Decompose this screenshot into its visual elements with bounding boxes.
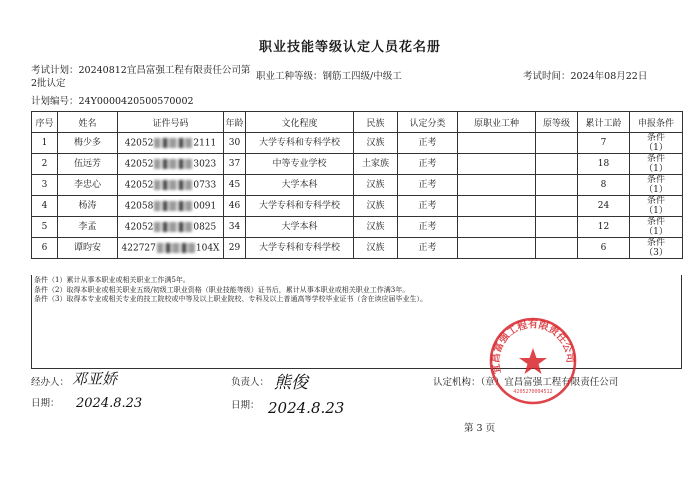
seal-code: 4205270004512 bbox=[513, 389, 553, 395]
cell-years: 18 bbox=[578, 154, 630, 175]
cell-orig-trade bbox=[458, 238, 536, 259]
cell-name: 杨涛 bbox=[58, 196, 118, 217]
conditions-notes bbox=[31, 275, 682, 369]
cell-category: 正考 bbox=[398, 154, 458, 175]
table-header-row bbox=[32, 112, 683, 133]
cell-age: 30 bbox=[224, 133, 246, 154]
id-suffix: 0733 bbox=[193, 180, 217, 191]
cell-condition bbox=[630, 217, 683, 238]
exam-plan-line2: 2批认定 bbox=[31, 78, 66, 89]
handler-label: 经办人： bbox=[31, 377, 70, 388]
redaction-blur bbox=[157, 243, 195, 253]
condition-number: （1） bbox=[644, 206, 668, 216]
cell-id bbox=[118, 154, 224, 175]
cell-years: 8 bbox=[578, 175, 630, 196]
cell-id bbox=[118, 175, 224, 196]
id-suffix: 3023 bbox=[193, 159, 217, 170]
redaction-blur bbox=[154, 138, 192, 148]
header-category: 认定分类 bbox=[398, 112, 458, 133]
table-row bbox=[32, 217, 683, 238]
cell-category: 正考 bbox=[398, 238, 458, 259]
document-title: 职业技能等级认定人员花名册 bbox=[258, 40, 441, 55]
cell-name: 李孟 bbox=[58, 217, 118, 238]
cell-category: 正考 bbox=[398, 196, 458, 217]
seal-company-path: 宜昌富强工程有限责任公司 bbox=[490, 319, 576, 375]
cell-orig-level bbox=[536, 175, 578, 196]
note-condition-3: 条件（3）取得本专业或相关专业的技工院校或中等及以上职业院校、专科及以上普通高等学校毕业证书（含在读应届毕业生）。 bbox=[34, 295, 427, 303]
cell-condition bbox=[630, 175, 683, 196]
condition-number: （1） bbox=[644, 185, 668, 195]
id-prefix: 42052 bbox=[124, 138, 154, 149]
cell-condition bbox=[630, 133, 683, 154]
exam-time: 考试时间：2024年08月22日 bbox=[523, 71, 648, 82]
id-prefix: 42052 bbox=[124, 159, 154, 170]
header-condition: 申报条件 bbox=[630, 112, 683, 133]
table-row bbox=[32, 133, 683, 154]
cell-orig-trade bbox=[458, 217, 536, 238]
cell-orig-level bbox=[536, 154, 578, 175]
note-condition-2: 条件（2）取得本职业或相关职业五级/初级工职业资格（职业技能等级）证书后，累计从事本职业或相关职业工作满3年。 bbox=[34, 285, 410, 294]
cell-years: 6 bbox=[578, 238, 630, 259]
redaction-blur bbox=[154, 180, 192, 190]
cell-years: 24 bbox=[578, 196, 630, 217]
cell-name: 梅少多 bbox=[58, 133, 118, 154]
cell-education: 大学本科 bbox=[246, 217, 354, 238]
cell-name: 伍远芳 bbox=[58, 154, 118, 175]
header-id: 证件号码 bbox=[118, 112, 224, 133]
id-prefix: 42052 bbox=[124, 222, 154, 233]
header-education: 文化程度 bbox=[246, 112, 354, 133]
table-row bbox=[32, 154, 683, 175]
cell-education: 中等专业学校 bbox=[246, 154, 354, 175]
cell-name: 谭昀安 bbox=[58, 238, 118, 259]
cell-id bbox=[118, 133, 224, 154]
date-label-left: 日期： bbox=[31, 398, 60, 409]
condition-number: （1） bbox=[644, 227, 668, 237]
cell-orig-level bbox=[536, 133, 578, 154]
date-label-mid: 日期： bbox=[231, 400, 260, 411]
cell-orig-level bbox=[536, 238, 578, 259]
cell-orig-trade bbox=[458, 196, 536, 217]
cell-ethnicity: 汉族 bbox=[354, 238, 398, 259]
condition-number: （1） bbox=[644, 164, 668, 174]
table-row bbox=[32, 196, 683, 217]
condition-label: 条件 bbox=[646, 196, 665, 206]
header-orig-level: 原等级 bbox=[536, 112, 578, 133]
date-mid: 2024.8.23 bbox=[268, 399, 345, 417]
cell-condition bbox=[630, 196, 683, 217]
cell-orig-trade bbox=[458, 175, 536, 196]
responsible-label: 负责人： bbox=[231, 377, 270, 388]
exam-plan-line1: 考试计划：20240812宜昌富强工程有限责任公司第 bbox=[31, 65, 251, 76]
cell-ethnicity: 汉族 bbox=[354, 133, 398, 154]
cell-category: 正考 bbox=[398, 175, 458, 196]
cell-education: 大学本科 bbox=[246, 175, 354, 196]
cell-no: 6 bbox=[32, 238, 58, 259]
id-suffix: 0825 bbox=[193, 222, 217, 233]
cell-ethnicity: 汉族 bbox=[354, 175, 398, 196]
note-condition-1: 条件（1）累计从事本职业或相关职业工作满5年。 bbox=[34, 276, 190, 284]
id-suffix: 104X bbox=[195, 243, 220, 254]
redaction-blur bbox=[154, 222, 192, 232]
cell-orig-trade bbox=[458, 154, 536, 175]
condition-label: 条件 bbox=[646, 133, 665, 143]
company-seal-stamp bbox=[487, 315, 579, 407]
id-prefix: 42052 bbox=[124, 180, 154, 191]
certifying-org: 认定机构：（章）宜昌富强工程有限责任公司 bbox=[433, 377, 619, 388]
cell-no: 4 bbox=[32, 196, 58, 217]
cell-age: 29 bbox=[224, 238, 246, 259]
responsible-signature: 熊俊 bbox=[274, 373, 308, 393]
id-suffix: 2111 bbox=[193, 138, 217, 149]
seal-star-icon bbox=[519, 348, 547, 374]
cell-education: 大学专科和专科学校 bbox=[246, 238, 354, 259]
cell-years: 7 bbox=[578, 133, 630, 154]
cell-orig-level bbox=[536, 217, 578, 238]
plan-number: 计划编号：24Y0000420500570002 bbox=[31, 96, 194, 107]
condition-label: 条件 bbox=[646, 238, 665, 248]
cell-id bbox=[118, 238, 224, 259]
cell-condition bbox=[630, 238, 683, 259]
condition-label: 条件 bbox=[646, 217, 665, 227]
cell-orig-trade bbox=[458, 133, 536, 154]
cell-condition bbox=[630, 154, 683, 175]
cell-education: 大学专科和专科学校 bbox=[246, 196, 354, 217]
header-age: 年龄 bbox=[224, 112, 246, 133]
header-years: 累计工龄 bbox=[578, 112, 630, 133]
cell-ethnicity: 土家族 bbox=[354, 154, 398, 175]
id-prefix: 42058 bbox=[124, 201, 154, 212]
id-prefix: 422727 bbox=[121, 243, 156, 254]
header-no: 序号 bbox=[32, 112, 58, 133]
cell-no: 5 bbox=[32, 217, 58, 238]
cell-education: 大学专科和专科学校 bbox=[246, 133, 354, 154]
cell-no: 2 bbox=[32, 154, 58, 175]
cell-name: 李忠心 bbox=[58, 175, 118, 196]
table-row bbox=[32, 175, 683, 196]
id-suffix: 0091 bbox=[193, 201, 217, 212]
date-left: 2024.8.23 bbox=[76, 396, 143, 411]
roster-table bbox=[31, 111, 683, 259]
cell-years: 12 bbox=[578, 217, 630, 238]
cell-ethnicity: 汉族 bbox=[354, 196, 398, 217]
condition-label: 条件 bbox=[646, 154, 665, 164]
header-name: 姓名 bbox=[58, 112, 118, 133]
table-row bbox=[32, 238, 683, 259]
cell-age: 34 bbox=[224, 217, 246, 238]
trade-level: 职业工种等级：钢筋工四级/中级工 bbox=[256, 71, 402, 82]
header-orig-trade: 原职业工种 bbox=[458, 112, 536, 133]
cell-no: 1 bbox=[32, 133, 58, 154]
header-ethnicity: 民族 bbox=[354, 112, 398, 133]
cell-age: 45 bbox=[224, 175, 246, 196]
cell-id bbox=[118, 196, 224, 217]
cell-ethnicity: 汉族 bbox=[354, 217, 398, 238]
handler-signature: 邓亚娇 bbox=[72, 370, 118, 388]
cell-age: 46 bbox=[224, 196, 246, 217]
cell-age: 37 bbox=[224, 154, 246, 175]
redaction-blur bbox=[154, 201, 192, 211]
cell-category: 正考 bbox=[398, 217, 458, 238]
cell-category: 正考 bbox=[398, 133, 458, 154]
page-number: 第 3 页 bbox=[464, 423, 496, 434]
cell-no: 3 bbox=[32, 175, 58, 196]
redaction-blur bbox=[154, 159, 192, 169]
condition-number: （1） bbox=[644, 143, 668, 153]
condition-label: 条件 bbox=[646, 175, 665, 185]
condition-number: （3） bbox=[644, 248, 668, 258]
cell-id bbox=[118, 217, 224, 238]
cell-orig-level bbox=[536, 196, 578, 217]
